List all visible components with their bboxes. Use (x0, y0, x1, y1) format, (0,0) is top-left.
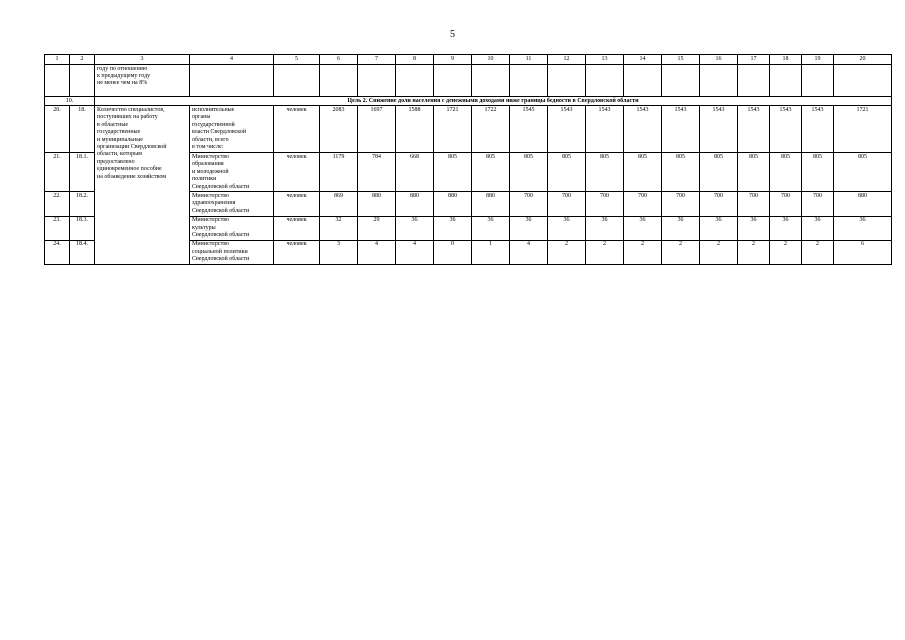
value-cell: 2 (662, 240, 700, 264)
value-cell: 0 (434, 240, 472, 264)
executor-name: Министерство социальной политики Свердловской области (190, 240, 274, 264)
indicator-code: 18.2. (70, 192, 95, 216)
value-cell: 36 (700, 216, 738, 240)
value-cell: 1721 (834, 106, 892, 153)
column-number: 20 (834, 55, 892, 65)
empty-cell (624, 65, 662, 97)
value-cell: 2 (586, 240, 624, 264)
value-cell: 36 (802, 216, 834, 240)
column-number: 16 (700, 55, 738, 65)
code-cell (70, 65, 95, 97)
column-number: 1 (45, 55, 70, 65)
value-cell: 700 (510, 192, 548, 216)
value-cell: 36 (548, 216, 586, 240)
value-cell: 1588 (396, 106, 434, 153)
value-cell: 1545 (510, 106, 548, 153)
empty-cell (548, 65, 586, 97)
column-number: 7 (358, 55, 396, 65)
row-number: 22. (45, 192, 70, 216)
indicator-name: Количество специалистов, поступивших на работу в областные государственные и муниципальные организации Свердловской области, которым предоставлено единовременное пособие на обзаведение хозяйством (95, 106, 190, 265)
continuation-row (45, 65, 892, 97)
row-number: 23. (45, 216, 70, 240)
column-number: 2 (70, 55, 95, 65)
executor-name: исполнительные органы государственной власти Свердловской области, всего в том числе: (190, 106, 274, 153)
column-number: 18 (770, 55, 802, 65)
value-cell: 6 (834, 240, 892, 264)
empty-cell (586, 65, 624, 97)
row-number: 24. (45, 240, 70, 264)
column-number: 13 (586, 55, 624, 65)
value-cell: 2 (738, 240, 770, 264)
indicator-table (44, 54, 892, 265)
row-number: 21. (45, 153, 70, 192)
column-number: 3 (95, 55, 190, 65)
section-row (45, 97, 892, 106)
empty-cell (396, 65, 434, 97)
unit-cell: человек (274, 240, 320, 264)
value-cell: 2 (624, 240, 662, 264)
value-cell: 36 (434, 216, 472, 240)
value-cell: 1543 (662, 106, 700, 153)
column-number: 14 (624, 55, 662, 65)
value-cell: 805 (700, 153, 738, 192)
value-cell: 1697 (358, 106, 396, 153)
empty-cell (274, 65, 320, 97)
empty-cell (358, 65, 396, 97)
column-number: 15 (662, 55, 700, 65)
indicator-code: 18.1. (70, 153, 95, 192)
continuation-indicator-text: году по отношению к предыдущему году не менее чем на 8% (95, 65, 190, 97)
value-cell: 2 (548, 240, 586, 264)
value-cell: 4 (396, 240, 434, 264)
value-cell: 784 (358, 153, 396, 192)
section-goal: Цель 2. Снижение доли населения с денежными доходами ниже границы бедности в Свердловской области (95, 97, 892, 106)
value-cell: 32 (320, 216, 358, 240)
value-cell: 700 (624, 192, 662, 216)
row-number: 20. (45, 106, 70, 153)
executor-name: Министерство культуры Свердловской области (190, 216, 274, 240)
value-cell: 700 (738, 192, 770, 216)
value-cell: 29 (358, 216, 396, 240)
value-cell: 700 (662, 192, 700, 216)
value-cell: 36 (662, 216, 700, 240)
value-cell: 1543 (586, 106, 624, 153)
value-cell: 1543 (624, 106, 662, 153)
value-cell: 36 (834, 216, 892, 240)
value-cell: 805 (662, 153, 700, 192)
empty-cell (834, 65, 892, 97)
value-cell: 1543 (548, 106, 586, 153)
value-cell: 36 (586, 216, 624, 240)
column-number: 6 (320, 55, 358, 65)
column-number: 4 (190, 55, 274, 65)
empty-cell (434, 65, 472, 97)
value-cell: 1543 (802, 106, 834, 153)
column-number: 19 (802, 55, 834, 65)
column-number: 11 (510, 55, 548, 65)
value-cell: 805 (770, 153, 802, 192)
value-cell: 2 (700, 240, 738, 264)
value-cell: 36 (738, 216, 770, 240)
empty-cell (190, 65, 274, 97)
empty-cell (662, 65, 700, 97)
executor-name: Министерство здравоохранения Свердловской области (190, 192, 274, 216)
indicator-code: 18.4. (70, 240, 95, 264)
column-number: 10 (472, 55, 510, 65)
empty-cell (472, 65, 510, 97)
value-cell: 1721 (434, 106, 472, 153)
value-cell: 700 (548, 192, 586, 216)
value-cell: 880 (396, 192, 434, 216)
table-body (45, 55, 892, 265)
num-cell (45, 65, 70, 97)
value-cell: 1722 (472, 106, 510, 153)
empty-cell (320, 65, 358, 97)
indicator-code: 18.3. (70, 216, 95, 240)
column-number: 12 (548, 55, 586, 65)
column-number-row (45, 55, 892, 65)
page-number: 5 (450, 29, 455, 40)
value-cell: 880 (358, 192, 396, 216)
value-cell: 805 (548, 153, 586, 192)
value-cell: 880 (434, 192, 472, 216)
unit-cell: человек (274, 153, 320, 192)
value-cell: 4 (358, 240, 396, 264)
value-cell: 36 (510, 216, 548, 240)
value-cell: 805 (834, 153, 892, 192)
value-cell: 2 (802, 240, 834, 264)
value-cell: 805 (624, 153, 662, 192)
empty-cell (700, 65, 738, 97)
value-cell: 805 (434, 153, 472, 192)
value-cell: 805 (510, 153, 548, 192)
empty-cell (802, 65, 834, 97)
unit-cell: человек (274, 192, 320, 216)
value-cell: 1543 (738, 106, 770, 153)
column-number: 5 (274, 55, 320, 65)
value-cell: 880 (472, 192, 510, 216)
empty-cell (770, 65, 802, 97)
value-cell: 700 (802, 192, 834, 216)
empty-cell (510, 65, 548, 97)
value-cell: 3 (320, 240, 358, 264)
executor-name: Министерство образования и молодежной политики Свердловской области (190, 153, 274, 192)
value-cell: 700 (700, 192, 738, 216)
value-cell: 805 (472, 153, 510, 192)
value-cell: 2 (770, 240, 802, 264)
value-cell: 1179 (320, 153, 358, 192)
column-number: 8 (396, 55, 434, 65)
unit-cell: человек (274, 106, 320, 153)
value-cell: 1543 (700, 106, 738, 153)
value-cell: 36 (624, 216, 662, 240)
column-number: 9 (434, 55, 472, 65)
value-cell: 805 (738, 153, 770, 192)
unit-cell: человек (274, 216, 320, 240)
table-row (45, 106, 892, 153)
value-cell: 805 (802, 153, 834, 192)
empty-cell (738, 65, 770, 97)
value-cell: 2083 (320, 106, 358, 153)
value-cell: 1 (472, 240, 510, 264)
value-cell: 869 (320, 192, 358, 216)
value-cell: 668 (396, 153, 434, 192)
value-cell: 36 (396, 216, 434, 240)
value-cell: 36 (472, 216, 510, 240)
value-cell: 1543 (770, 106, 802, 153)
section-number: 10. (45, 97, 95, 106)
value-cell: 36 (770, 216, 802, 240)
value-cell: 700 (586, 192, 624, 216)
value-cell: 4 (510, 240, 548, 264)
value-cell: 805 (586, 153, 624, 192)
column-number: 17 (738, 55, 770, 65)
indicator-code: 18. (70, 106, 95, 153)
value-cell: 880 (834, 192, 892, 216)
value-cell: 700 (770, 192, 802, 216)
